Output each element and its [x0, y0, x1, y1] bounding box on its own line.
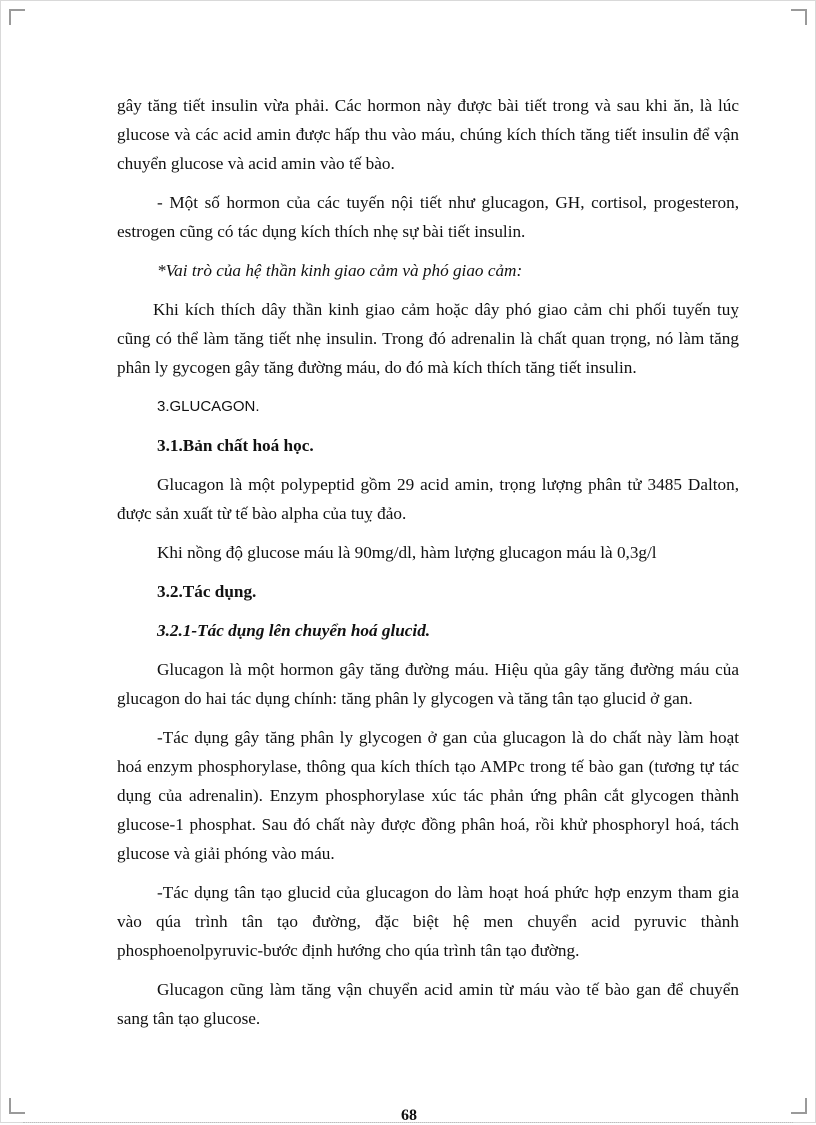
paragraph: Glucagon là một polypeptid gồm 29 acid amin, trọng lượng phân tử 3485 Dalton, được sản xuất từ tế bào alpha của tuỵ đảo. [117, 475, 739, 523]
paragraph: Khi kích thích dây thần kinh giao cảm hoặc dây phó giao cảm chi phối tuyến tuỵ cũng có thể làm tăng tiết nhẹ insulin. Trong đó adrenalin là chất quan trọng, nó làm tăng phân ly gycogen gây tăng đường máu, do đó mà kích thích tăng tiết insulin. [117, 300, 739, 377]
section-heading: 3.GLUCAGON. [157, 398, 260, 415]
subheading: *Vai trò của hệ thần kinh giao cảm và phó giao cảm: [157, 261, 523, 280]
subsubsection-heading: 3.2.1-Tác dụng lên chuyển hoá glucid. [157, 621, 431, 640]
paragraph: -Tác dụng gây tăng phân ly glycogen ở gan của glucagon là do chất này làm hoạt hoá enzym phosphorylase, thông qua kích thích tạo AMPc trong tế bào gan (tương tự tác dụng của adrenalin). Enzym phosphorylase xúc tác phản ứng phân cắt glycogen thành glucose-1 phosphat. Sau đó chất này được đồng phân hoá, rồi khử phosphoryl hoá, tách glucose và giải phóng vào máu. [117, 728, 739, 863]
paragraph: - Một số hormon của các tuyến nội tiết như glucagon, GH, cortisol, progesteron, estrogen cũng có tác dụng kích thích nhẹ sự bài tiết insulin. [117, 193, 739, 241]
paragraph: Glucagon cũng làm tăng vận chuyển acid amin từ máu vào tế bào gan để chuyển sang tân tạo glucose. [117, 980, 739, 1028]
paragraph: gây tăng tiết insulin vừa phải. Các hormon này được bài tiết trong và sau khi ăn, là lúc glucose và các acid amin được hấp thu vào máu, chúng kích thích tăng tiết insulin để vận chuyển glucose và acid amin vào tế bào. [117, 96, 739, 173]
page-body [117, 91, 739, 1033]
page-corner-top-right [791, 9, 807, 25]
subsection-heading: 3.2.Tác dụng. [157, 582, 257, 601]
paragraph: Glucagon là một hormon gây tăng đường máu. Hiệu qủa gây tăng đường máu của glucagon do hai tác dụng chính: tăng phân ly glycogen và tăng tân tạo glucid ở gan. [117, 660, 739, 708]
page-corner-top-left [9, 9, 25, 25]
paragraph: Khi nồng độ glucose máu là 90mg/dl, hàm lượng glucagon máu là 0,3g/l [157, 543, 657, 562]
paragraph: -Tác dụng tân tạo glucid của glucagon do làm hoạt hoá phức hợp enzym tham gia vào qúa trình tân tạo đường, đặc biệt hệ men chuyển acid pyruvic thành phosphoenolpyruvic-bước định hướng cho qúa trình tân tạo đường. [117, 883, 739, 960]
page-number: 68 [401, 1107, 417, 1124]
subsection-heading: 3.1.Bản chất hoá học. [157, 436, 314, 455]
